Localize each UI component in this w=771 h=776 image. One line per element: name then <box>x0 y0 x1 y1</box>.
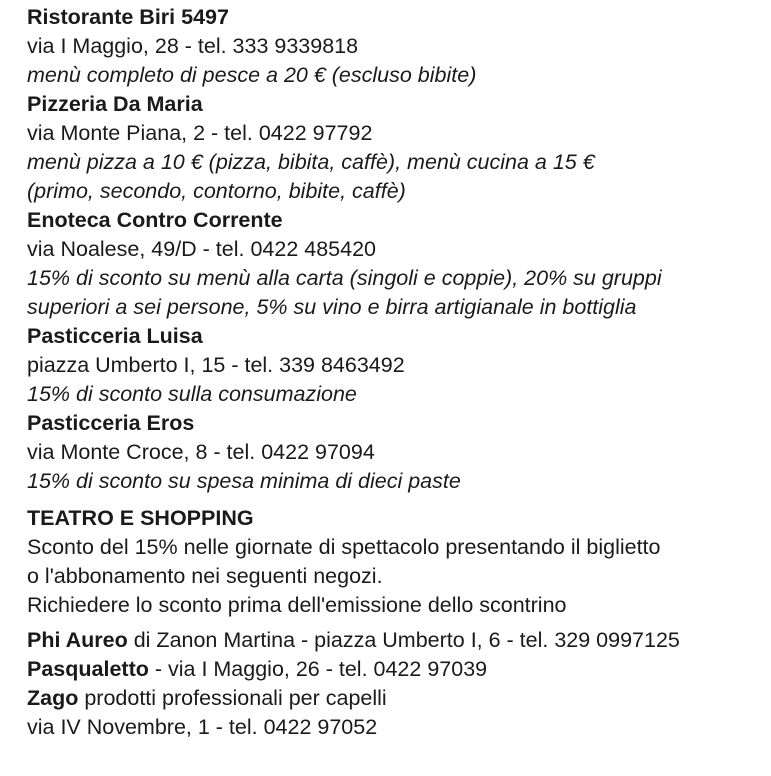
section-text: Richiedere lo sconto prima dell'emissione dello scontrino <box>27 593 567 617</box>
shop-zago-address: via IV Novembre, 1 - tel. 0422 97052 <box>27 715 378 739</box>
listing-offer: 15% di sconto sulla consumazione <box>27 382 357 406</box>
shop-name: Zago <box>27 686 79 710</box>
listing-offer: 15% di sconto su spesa minima di dieci paste <box>27 469 461 493</box>
shop-zago <box>27 684 767 713</box>
listing-pizzeria-da-maria <box>27 90 767 206</box>
listing-pasticceria-luisa <box>27 322 767 409</box>
shop-details: di Zanon Martina - piazza Umberto I, 6 - tel. 329 0997125 <box>127 628 680 652</box>
shop-details: - via I Maggio, 26 - tel. 0422 97039 <box>148 657 488 681</box>
shops-section <box>27 626 767 742</box>
listing-enoteca-contro-corrente <box>27 206 767 322</box>
listing-name: Pasticceria Eros <box>27 411 195 435</box>
listing-ristorante-biri <box>27 3 767 90</box>
listing-address: via I Maggio, 28 - tel. 333 9339818 <box>27 34 359 58</box>
section-text: o l'abbonamento nei seguenti negozi. <box>27 564 383 588</box>
document-page <box>27 3 767 742</box>
listing-address: via Noalese, 49/D - tel. 0422 485420 <box>27 237 377 261</box>
section-spacer <box>27 496 767 504</box>
teatro-section <box>27 504 767 620</box>
listing-address: via Monte Croce, 8 - tel. 0422 97094 <box>27 440 375 464</box>
shop-name: Pasqualetto <box>27 657 149 681</box>
listing-address: piazza Umberto I, 15 - tel. 339 8463492 <box>27 353 405 377</box>
shop-phi-aureo <box>27 626 767 655</box>
listing-name: Ristorante Biri 5497 <box>27 5 229 29</box>
shop-name: Phi Aureo <box>27 628 128 652</box>
shop-details: prodotti professionali per capelli <box>78 686 387 710</box>
section-text: Sconto del 15% nelle giornate di spettacolo presentando il biglietto <box>27 535 661 559</box>
listing-offer: menù completo di pesce a 20 € (escluso bibite) <box>27 63 477 87</box>
listing-offer: superiori a sei persone, 5% su vino e birra artigianale in bottiglia <box>27 295 637 319</box>
listing-address: via Monte Piana, 2 - tel. 0422 97792 <box>27 121 373 145</box>
section-heading: TEATRO E SHOPPING <box>27 506 254 530</box>
listing-pasticceria-eros <box>27 409 767 496</box>
shop-pasqualetto <box>27 655 767 684</box>
listing-name: Pasticceria Luisa <box>27 324 203 348</box>
listing-name: Enoteca Contro Corrente <box>27 208 283 232</box>
listing-name: Pizzeria Da Maria <box>27 92 203 116</box>
listing-offer: menù pizza a 10 € (pizza, bibita, caffè), menù cucina a 15 € <box>27 150 595 174</box>
listing-offer: 15% di sconto su menù alla carta (singoli e coppie), 20% su gruppi <box>27 266 662 290</box>
listing-offer: (primo, secondo, contorno, bibite, caffè) <box>27 179 406 203</box>
